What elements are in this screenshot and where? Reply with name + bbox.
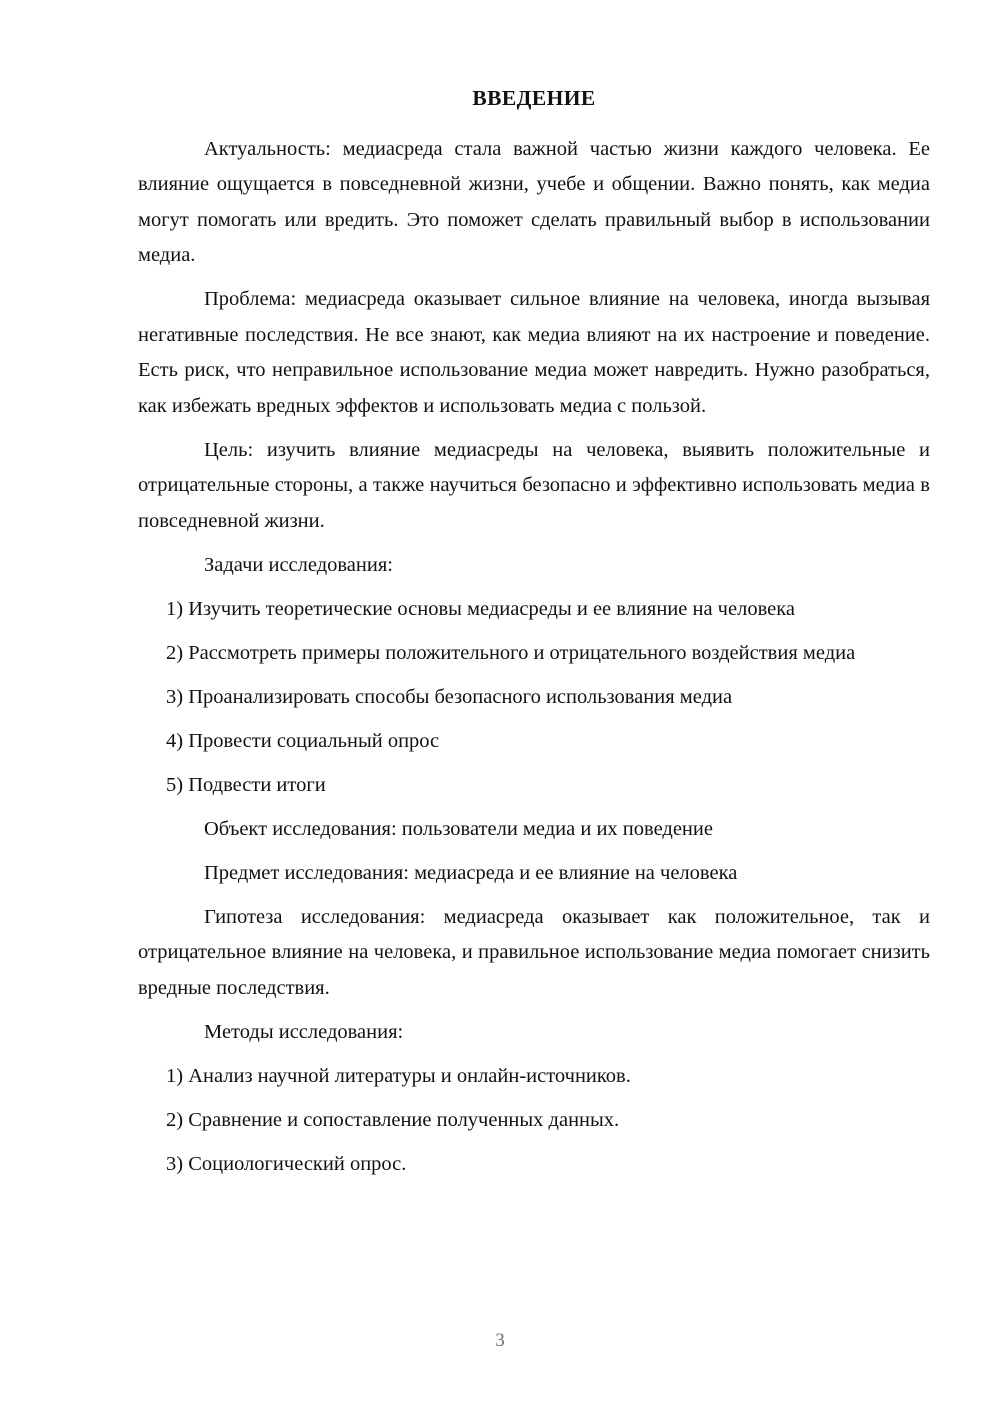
tasks-heading: Задачи исследования: bbox=[204, 553, 393, 576]
task-item-1: 1) Изучить теоретические основы медиасреды и ее влияние на человека bbox=[166, 597, 795, 620]
page-title: ВВЕДЕНИЕ bbox=[472, 86, 596, 110]
research-object: Объект исследования: пользователи медиа и их поведение bbox=[204, 817, 713, 840]
method-item-2: 2) Сравнение и сопоставление полученных данных. bbox=[166, 1108, 620, 1131]
method-item-3: 3) Социологический опрос. bbox=[166, 1152, 407, 1175]
method-item-1: 1) Анализ научной литературы и онлайн-источников. bbox=[166, 1064, 631, 1087]
paragraph-goal: Цель: изучить влияние медиасреды на человека, выявить положительные и отрицательные стороны, а также научиться безопасно и эффективно использовать медиа в повседневной жизни. bbox=[138, 438, 930, 532]
task-item-3: 3) Проанализировать способы безопасного использования медиа bbox=[166, 685, 733, 708]
task-item-2: 2) Рассмотреть примеры положительного и отрицательного воздействия медиа bbox=[166, 641, 856, 664]
task-item-5: 5) Подвести итоги bbox=[166, 773, 326, 796]
research-subject: Предмет исследования: медиасреда и ее влияние на человека bbox=[204, 861, 738, 884]
paragraph-problem: Проблема: медиасреда оказывает сильное влияние на человека, иногда вызывая негативные последствия. Не все знают, как медиа влияют на их настроение и поведение. Есть риск, что неправильное использование медиа может навредить. Нужно разобраться, как избежать вредных эффектов и использовать медиа с пользой. bbox=[138, 288, 930, 417]
methods-heading: Методы исследования: bbox=[204, 1020, 404, 1043]
research-hypothesis: Гипотеза исследования: медиасреда оказывает как положительное, так и отрицательное влияние на человека, и правильное использование медиа помогает снизить вредные последствия. bbox=[138, 905, 930, 999]
task-item-4: 4) Провести социальный опрос bbox=[166, 729, 440, 752]
page-number: 3 bbox=[495, 1330, 505, 1351]
document-body bbox=[138, 86, 930, 1191]
paragraph-relevance: Актуальность: медиасреда стала важной частью жизни каждого человека. Ее влияние ощущается в повседневной жизни, учебе и общении. Важно понять, как медиа могут помогать или вредить. Это поможет сделать правильный выбор в использовании медиа. bbox=[138, 137, 930, 267]
